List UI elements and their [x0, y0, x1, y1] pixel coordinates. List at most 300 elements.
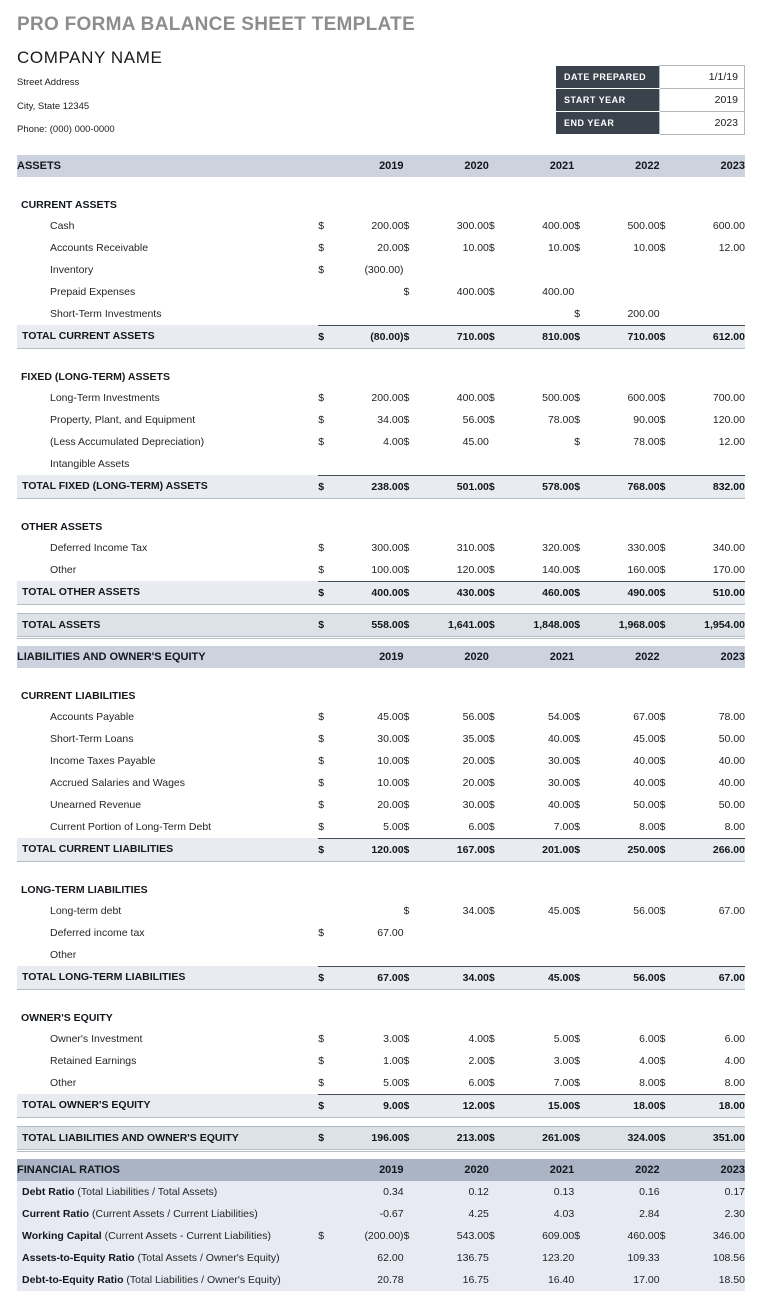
cell-value[interactable]: 34.00: [462, 904, 489, 917]
cell-value[interactable]: 16.75: [430, 1269, 489, 1291]
dollar-sign: [489, 453, 515, 476]
dollar-sign: [660, 1269, 686, 1291]
ratio-name: Current Ratio: [22, 1207, 90, 1220]
cell-value[interactable]: [600, 259, 659, 281]
cell-value[interactable]: [344, 453, 403, 476]
cell-value[interactable]: 400.00: [542, 219, 575, 232]
table-row: [17, 816, 745, 839]
cell-value[interactable]: 34.00: [430, 966, 489, 989]
cell-value[interactable]: 12.00: [718, 435, 745, 448]
dollar-sign: $: [318, 838, 344, 861]
cell-value[interactable]: 8.00: [639, 1076, 660, 1089]
cell-value[interactable]: 0.12: [430, 1181, 489, 1203]
cell-value[interactable]: 430.00: [430, 581, 489, 604]
cell-value[interactable]: 196.00: [344, 1126, 403, 1150]
cell-value[interactable]: 136.75: [430, 1247, 489, 1269]
dollar-sign: $: [403, 820, 410, 833]
dollar-sign: $: [318, 926, 325, 939]
dollar-sign: $: [318, 475, 344, 498]
cell-value[interactable]: 710.00: [430, 325, 489, 348]
dollar-sign: $: [489, 1094, 515, 1117]
row-label: Deferred Income Tax: [50, 541, 148, 554]
cell-value[interactable]: 7.00: [553, 820, 575, 833]
cell-value[interactable]: 6.00: [639, 1032, 660, 1045]
cell-value[interactable]: 490.00: [600, 581, 659, 604]
cell-value[interactable]: [430, 944, 489, 967]
dollar-sign: $: [488, 1054, 495, 1067]
dollar-sign: $: [404, 838, 430, 861]
row-label: Inventory: [50, 263, 94, 276]
dollar-sign: $: [404, 613, 430, 637]
cell-value[interactable]: 6.00: [468, 1076, 489, 1089]
cell-value[interactable]: 2.84: [600, 1203, 659, 1225]
cell-value[interactable]: 40.00: [718, 776, 745, 789]
cell-value[interactable]: 543.00: [430, 1225, 489, 1247]
dollar-sign: [660, 1181, 686, 1203]
cell-value[interactable]: 40.00: [718, 754, 745, 767]
cell-value[interactable]: 140.00: [542, 563, 575, 576]
cell-value[interactable]: 261.00: [515, 1126, 574, 1150]
ratio-label: [17, 1225, 318, 1247]
dollar-sign: $: [659, 732, 666, 745]
cell-value[interactable]: 8.00: [724, 1076, 745, 1089]
cell-value[interactable]: [515, 431, 574, 453]
cell-value[interactable]: 67.00: [377, 926, 404, 939]
cell-value[interactable]: 62.00: [344, 1247, 403, 1269]
dollar-sign: $: [574, 413, 581, 426]
table-row: [17, 237, 745, 259]
cell-value[interactable]: 7.00: [553, 1076, 575, 1089]
cell-value[interactable]: 460.00: [515, 581, 574, 604]
cell-value[interactable]: 0.13: [515, 1181, 574, 1203]
cell-value[interactable]: 8.00: [724, 820, 745, 833]
cell-value[interactable]: 10.00: [377, 776, 404, 789]
cell-value[interactable]: [344, 303, 403, 326]
cell-value[interactable]: 1,954.00: [686, 613, 745, 637]
cell-value[interactable]: 500.00: [542, 391, 575, 404]
dollar-sign: $: [660, 838, 686, 861]
cell-value[interactable]: 460.00: [600, 1225, 659, 1247]
cell-value[interactable]: [600, 922, 659, 944]
cell-value[interactable]: 200.00: [371, 391, 404, 404]
cell-value[interactable]: 20.00: [377, 241, 404, 254]
dollar-sign: [574, 1247, 600, 1269]
start-year-value[interactable]: 2019: [660, 89, 745, 112]
cell-value[interactable]: 832.00: [686, 475, 745, 498]
cell-value[interactable]: 50.00: [633, 798, 660, 811]
cell-value[interactable]: 54.00: [547, 710, 575, 723]
ratio-label: [17, 1181, 318, 1203]
year-header: 2023: [660, 155, 745, 177]
dollar-sign: [404, 303, 430, 326]
dollar-sign: $: [403, 241, 410, 254]
cell-value[interactable]: -0.67: [344, 1203, 403, 1225]
cell-value[interactable]: 351.00: [686, 1126, 745, 1150]
cell-value[interactable]: 10.00: [547, 241, 575, 254]
cell-value[interactable]: 160.00: [627, 563, 660, 576]
cell-value[interactable]: 4.00: [468, 1032, 489, 1045]
cell-value[interactable]: 50.00: [718, 798, 745, 811]
cell-value[interactable]: 4.25: [430, 1203, 489, 1225]
dollar-sign: $: [403, 563, 410, 576]
year-header: 2021: [489, 1159, 574, 1181]
cell-value[interactable]: 35.00: [462, 732, 489, 745]
cell-value[interactable]: 238.00: [344, 475, 403, 498]
dollar-sign: $: [318, 391, 325, 404]
cell-value[interactable]: 120.00: [456, 563, 489, 576]
cell-value[interactable]: 16.40: [515, 1269, 574, 1291]
table-row: [17, 537, 745, 559]
cell-value[interactable]: 400.00: [542, 285, 575, 298]
dollar-sign: [404, 922, 430, 944]
cell-value[interactable]: 45.00: [515, 966, 574, 989]
dollar-sign: [574, 453, 600, 476]
cell-value[interactable]: 5.00: [383, 1076, 404, 1089]
cell-value[interactable]: 4.03: [515, 1203, 574, 1225]
cell-value[interactable]: 56.00: [462, 413, 489, 426]
cell-value[interactable]: [686, 259, 745, 281]
cell-value[interactable]: 67.00: [633, 710, 660, 723]
cell-value[interactable]: 300.00: [456, 219, 489, 232]
dollar-sign: [404, 1181, 430, 1203]
dollar-sign: $: [403, 732, 410, 745]
cell-value[interactable]: 346.00: [686, 1225, 745, 1247]
row-label: Other: [50, 563, 77, 576]
dollar-sign: $: [488, 413, 495, 426]
cell-value[interactable]: 50.00: [718, 732, 745, 745]
dollar-sign: [489, 1181, 515, 1203]
section-title: FINANCIAL RATIOS: [17, 1159, 318, 1181]
cell-value[interactable]: [430, 259, 489, 281]
cell-value[interactable]: 710.00: [600, 325, 659, 348]
cell-value[interactable]: 1,641.00: [430, 613, 489, 637]
cell-value[interactable]: 170.00: [712, 563, 745, 576]
cell-value[interactable]: [344, 944, 403, 967]
cell-value[interactable]: 10.00: [633, 241, 660, 254]
cell-value[interactable]: 810.00: [515, 325, 574, 348]
cell-value[interactable]: 109.33: [600, 1247, 659, 1269]
dollar-sign: $: [574, 776, 581, 789]
cell-value[interactable]: 40.00: [633, 776, 660, 789]
dollar-sign: $: [404, 1094, 430, 1117]
cell-value[interactable]: [686, 303, 745, 326]
total-label: TOTAL CURRENT LIABILITIES: [17, 838, 318, 861]
dollar-sign: [489, 1247, 515, 1269]
dollar-sign: $: [659, 754, 666, 767]
total-row: [17, 581, 745, 604]
table-row: [17, 559, 745, 582]
company-city-state: City, State 12345: [17, 100, 90, 112]
cell-value[interactable]: 12.00: [430, 1094, 489, 1117]
cell-value[interactable]: 15.00: [515, 1094, 574, 1117]
financial-ratios-table: [17, 1159, 745, 1291]
cell-value[interactable]: 18.00: [600, 1094, 659, 1117]
cell-value[interactable]: 30.00: [377, 732, 404, 745]
dollar-sign: [489, 303, 515, 326]
group-header: CURRENT ASSETS: [21, 198, 117, 211]
cell-value[interactable]: 1.00: [383, 1054, 404, 1067]
cell-value[interactable]: 213.00: [430, 1126, 489, 1150]
cell-value[interactable]: 201.00: [515, 838, 574, 861]
dollar-sign: $: [574, 391, 581, 404]
dollar-sign: $: [659, 904, 666, 917]
grand-total-row: [17, 613, 745, 637]
cell-value[interactable]: 609.00: [515, 1225, 574, 1247]
cell-value[interactable]: 1,848.00: [515, 613, 574, 637]
cell-value[interactable]: 6.00: [724, 1032, 745, 1045]
table-row: [17, 728, 745, 750]
cell-value[interactable]: [515, 453, 574, 476]
dollar-sign: $: [574, 541, 581, 554]
cell-value[interactable]: 4.00: [724, 1054, 745, 1067]
cell-value[interactable]: [686, 944, 745, 967]
dollar-sign: [489, 922, 515, 944]
company-block: [17, 48, 162, 148]
total-row: [17, 475, 745, 498]
cell-value[interactable]: 12.00: [718, 241, 745, 254]
dollar-sign: [318, 1203, 344, 1225]
dollar-sign: $: [318, 325, 344, 348]
ratio-label: [17, 1247, 318, 1269]
cell-value[interactable]: 20.00: [462, 754, 489, 767]
cell-value[interactable]: 5.00: [383, 820, 404, 833]
year-header: 2023: [660, 646, 745, 668]
dollar-sign: $: [318, 263, 325, 276]
dollar-sign: $: [404, 581, 430, 604]
cell-value[interactable]: 700.00: [712, 391, 745, 404]
liabilities-table: [17, 646, 745, 1152]
dollar-sign: $: [318, 563, 325, 576]
dollar-sign: [660, 1247, 686, 1269]
dollar-sign: $: [488, 798, 495, 811]
cell-value[interactable]: 120.00: [344, 838, 403, 861]
dollar-sign: [404, 453, 430, 476]
cell-value[interactable]: 40.00: [547, 732, 575, 745]
dollar-sign: $: [574, 710, 581, 723]
cell-value[interactable]: 0.34: [344, 1181, 403, 1203]
row-label: Retained Earnings: [50, 1054, 137, 1067]
cell-value[interactable]: 108.56: [686, 1247, 745, 1269]
cell-value[interactable]: 600.00: [627, 391, 660, 404]
cell-value[interactable]: 18.00: [686, 1094, 745, 1117]
cell-value[interactable]: [515, 259, 574, 281]
cell-value[interactable]: [515, 922, 574, 944]
cell-value[interactable]: 3.00: [553, 1054, 575, 1067]
year-header: 2022: [574, 1159, 659, 1181]
total-label: TOTAL OWNER'S EQUITY: [17, 1094, 318, 1117]
cell-value[interactable]: 78.00: [547, 413, 575, 426]
dollar-sign: [318, 900, 344, 922]
cell-value[interactable]: 578.00: [515, 475, 574, 498]
cell-value[interactable]: [686, 922, 745, 944]
cell-value[interactable]: 2.30: [686, 1203, 745, 1225]
cell-value[interactable]: 78.00: [633, 435, 660, 448]
ratio-description: (Total Assets / Owner's Equity): [137, 1251, 280, 1264]
company-address: Street Address: [17, 77, 80, 88]
cell-value[interactable]: 123.20: [515, 1247, 574, 1269]
dollar-sign: [660, 922, 686, 944]
row-label: Income Taxes Payable: [50, 754, 156, 767]
cell-value[interactable]: 330.00: [627, 541, 660, 554]
cell-value[interactable]: 100.00: [371, 563, 404, 576]
cell-value[interactable]: (200.00): [344, 1225, 403, 1247]
cell-value[interactable]: 10.00: [377, 754, 404, 767]
cell-value[interactable]: 400.00: [456, 285, 489, 298]
cell-value[interactable]: 612.00: [686, 325, 745, 348]
cell-value[interactable]: 67.00: [344, 966, 403, 989]
cell-value[interactable]: 167.00: [430, 838, 489, 861]
dollar-sign: $: [318, 1076, 325, 1089]
section-title: LIABILITIES AND OWNER'S EQUITY: [17, 646, 318, 668]
ratio-name: Working Capital: [22, 1229, 102, 1242]
cell-value[interactable]: 1,968.00: [600, 613, 659, 637]
cell-value[interactable]: 20.78: [344, 1269, 403, 1291]
cell-value[interactable]: 56.00: [462, 710, 489, 723]
cell-value[interactable]: 30.00: [547, 754, 575, 767]
cell-value[interactable]: 20.00: [377, 798, 404, 811]
cell-value[interactable]: 510.00: [686, 581, 745, 604]
cell-value[interactable]: 200.00: [371, 219, 404, 232]
cell-value[interactable]: 30.00: [547, 776, 575, 789]
cell-value[interactable]: 40.00: [633, 754, 660, 767]
cell-value[interactable]: 78.00: [718, 710, 745, 723]
cell-value[interactable]: 768.00: [600, 475, 659, 498]
cell-value[interactable]: [600, 944, 659, 967]
dollar-sign: $: [660, 1225, 686, 1247]
dollar-sign: [318, 1247, 344, 1269]
cell-value[interactable]: (300.00): [364, 263, 404, 276]
cell-value[interactable]: [430, 303, 489, 326]
end-year-value[interactable]: 2023: [660, 112, 745, 135]
cell-value[interactable]: (80.00): [344, 325, 403, 348]
cell-value[interactable]: 266.00: [686, 838, 745, 861]
cell-value[interactable]: 45.00: [633, 732, 660, 745]
cell-value[interactable]: 9.00: [344, 1094, 403, 1117]
cell-value[interactable]: [600, 453, 659, 476]
dollar-sign: $: [403, 798, 410, 811]
cell-value[interactable]: 300.00: [371, 541, 404, 554]
cell-value[interactable]: 600.00: [712, 219, 745, 232]
cell-value[interactable]: 45.00: [377, 710, 404, 723]
cell-value[interactable]: 56.00: [633, 904, 660, 917]
start-year-label: START YEAR: [556, 89, 660, 112]
cell-value[interactable]: 3.00: [383, 1032, 404, 1045]
dollar-sign: $: [403, 413, 410, 426]
cell-value[interactable]: 120.00: [712, 413, 745, 426]
cell-value[interactable]: 4.00: [639, 1054, 660, 1067]
row-label: (Less Accumulated Depreciation): [50, 435, 205, 448]
dollar-sign: $: [574, 307, 581, 320]
cell-value[interactable]: 0.17: [686, 1181, 745, 1203]
cell-value[interactable]: 400.00: [344, 581, 403, 604]
dollar-sign: $: [659, 1032, 666, 1045]
cell-value[interactable]: 17.00: [600, 1269, 659, 1291]
dollar-sign: $: [574, 798, 581, 811]
year-header: 2023: [660, 1159, 745, 1181]
cell-value[interactable]: [515, 303, 574, 326]
dollar-sign: $: [318, 1032, 325, 1045]
cell-value[interactable]: 501.00: [430, 475, 489, 498]
dollar-sign: $: [489, 838, 515, 861]
ratio-description: (Current Assets / Current Liabilities): [92, 1207, 258, 1220]
cell-value[interactable]: 20.00: [462, 776, 489, 789]
cell-value[interactable]: 18.50: [686, 1269, 745, 1291]
ratio-row: [17, 1181, 745, 1203]
cell-value[interactable]: 400.00: [456, 391, 489, 404]
dollar-sign: $: [660, 966, 686, 989]
cell-value[interactable]: 310.00: [456, 541, 489, 554]
cell-value[interactable]: 324.00: [600, 1126, 659, 1150]
cell-value[interactable]: [686, 453, 745, 476]
cell-value[interactable]: 5.00: [553, 1032, 575, 1045]
page-title: PRO FORMA BALANCE SHEET TEMPLATE: [17, 14, 416, 35]
cell-value[interactable]: 200.00: [627, 307, 660, 320]
cell-value[interactable]: 40.00: [547, 798, 575, 811]
cell-value[interactable]: 8.00: [639, 820, 660, 833]
cell-value[interactable]: 67.00: [718, 904, 745, 917]
dollar-sign: $: [318, 820, 325, 833]
dollar-sign: $: [660, 613, 686, 637]
cell-value[interactable]: 90.00: [633, 413, 660, 426]
cell-value[interactable]: [686, 281, 745, 303]
cell-value[interactable]: 30.00: [462, 798, 489, 811]
dollar-sign: $: [318, 613, 344, 637]
dollar-sign: $: [403, 391, 410, 404]
cell-value[interactable]: 45.00: [547, 904, 575, 917]
total-row: [17, 966, 745, 989]
cell-value[interactable]: 56.00: [600, 966, 659, 989]
cell-value[interactable]: 2.00: [468, 1054, 489, 1067]
dollar-sign: $: [574, 1054, 581, 1067]
spacer-cell: [17, 604, 745, 613]
total-label: TOTAL FIXED (LONG-TERM) ASSETS: [17, 475, 318, 498]
cell-value[interactable]: [515, 944, 574, 967]
total-row: [17, 1094, 745, 1117]
cell-value[interactable]: 250.00: [600, 838, 659, 861]
cell-value[interactable]: [430, 453, 489, 476]
cell-value[interactable]: 0.16: [600, 1181, 659, 1203]
info-row: [556, 112, 745, 135]
dollar-sign: $: [574, 1032, 581, 1045]
table-row: [17, 387, 745, 409]
dollar-sign: $: [659, 541, 666, 554]
cell-value[interactable]: [344, 281, 403, 303]
cell-value[interactable]: [344, 900, 403, 922]
cell-value[interactable]: 45.00: [462, 435, 489, 448]
cell-value[interactable]: 10.00: [462, 241, 489, 254]
cell-value[interactable]: 67.00: [686, 966, 745, 989]
cell-value[interactable]: 34.00: [377, 413, 404, 426]
cell-value[interactable]: 500.00: [627, 219, 660, 232]
dollar-sign: $: [574, 219, 581, 232]
cell-value[interactable]: [430, 922, 489, 944]
cell-value[interactable]: 4.00: [383, 435, 404, 448]
assets-table: [17, 155, 745, 639]
table-row: [17, 1072, 745, 1095]
dollar-sign: $: [488, 241, 495, 254]
dollar-sign: [574, 1269, 600, 1291]
total-row: [17, 838, 745, 861]
cell-value[interactable]: 6.00: [468, 820, 489, 833]
cell-value[interactable]: 340.00: [712, 541, 745, 554]
cell-value[interactable]: 558.00: [344, 613, 403, 637]
section-title: ASSETS: [17, 155, 318, 177]
year-header: 2022: [574, 646, 659, 668]
date-prepared-value[interactable]: 1/1/19: [660, 66, 745, 89]
dollar-sign: [404, 1269, 430, 1291]
cell-value[interactable]: [600, 281, 659, 303]
cell-value[interactable]: 320.00: [542, 541, 575, 554]
